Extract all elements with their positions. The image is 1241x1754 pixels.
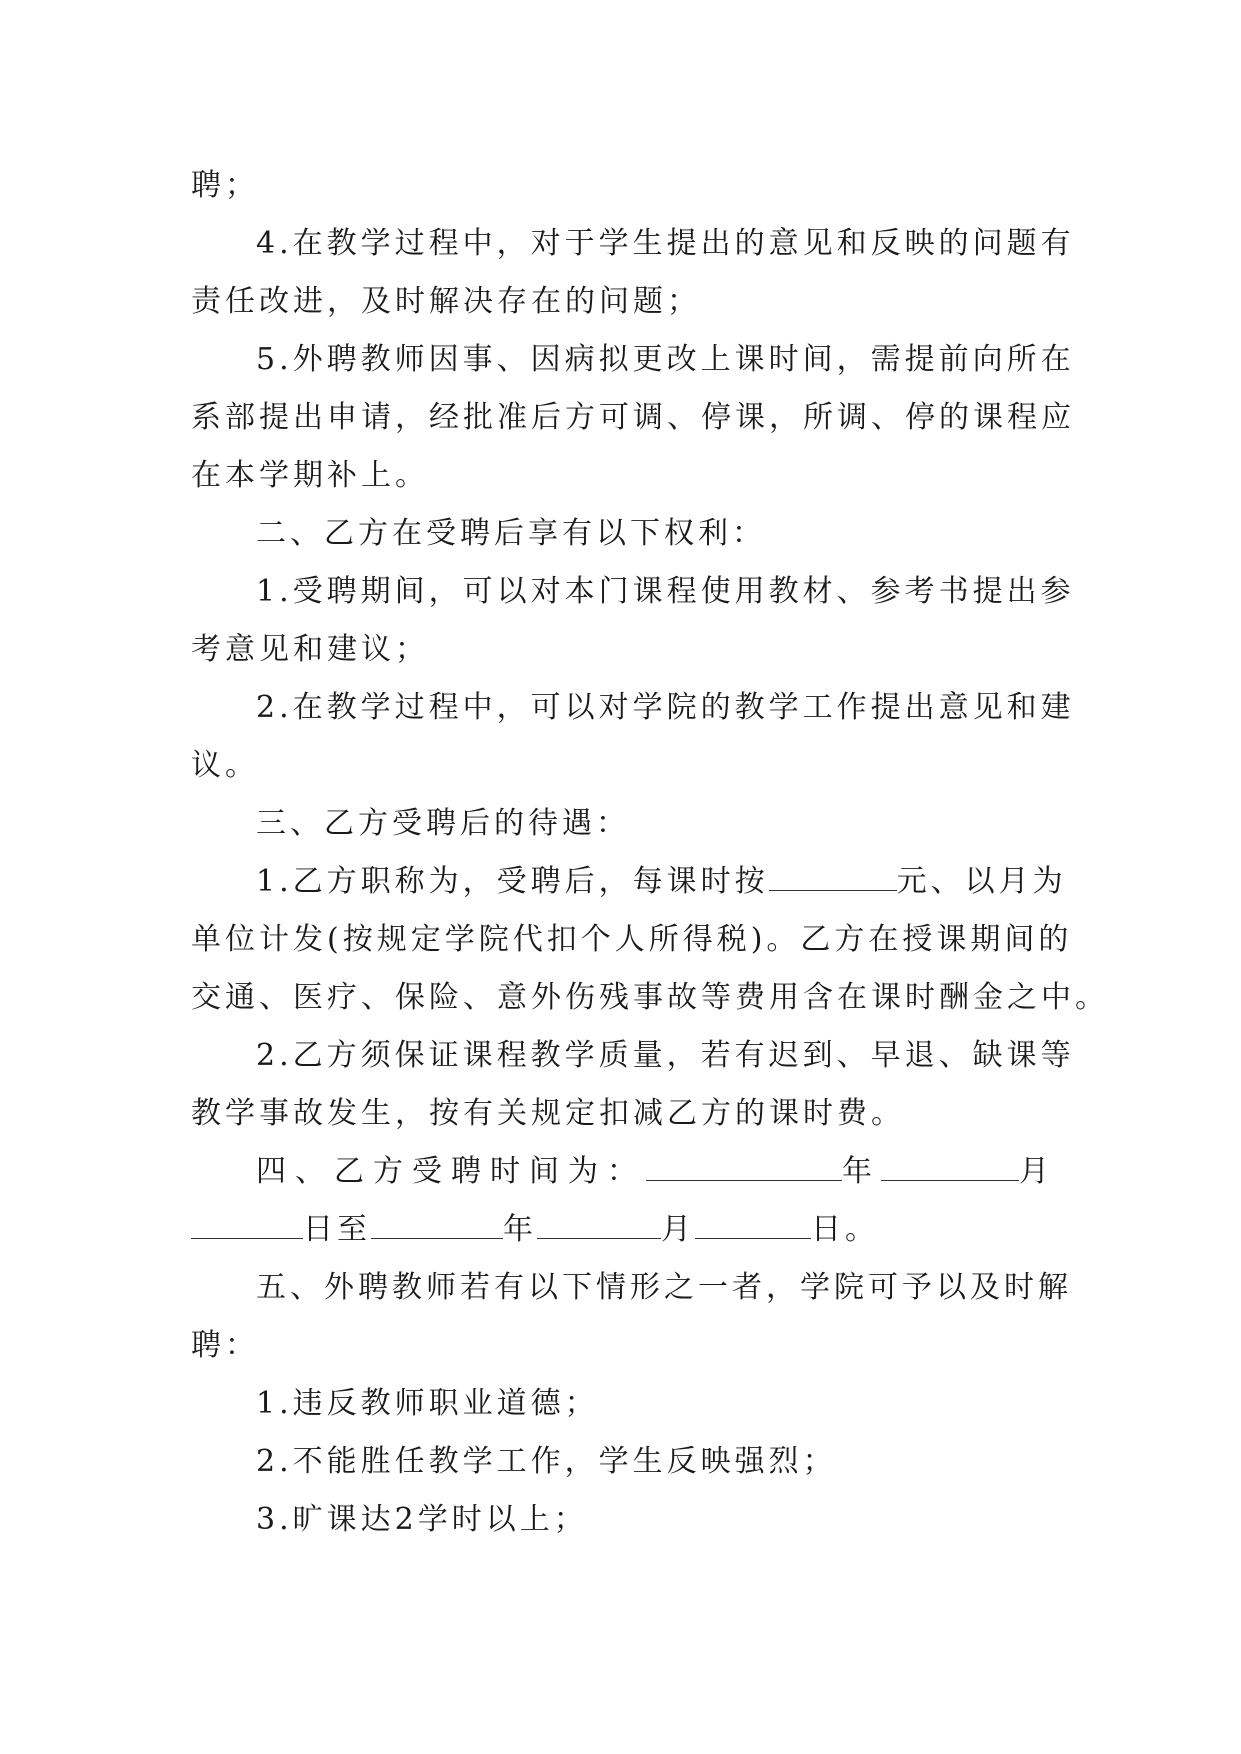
text-line: 4.在教学过程中，对于学生提出的意见和反映的问题有 — [256, 226, 1075, 261]
term-end-month-blank — [537, 1216, 661, 1239]
document-body — [191, 157, 1109, 1549]
term-day-end-label: 日。 — [811, 1212, 879, 1247]
term-year2-label: 年 — [503, 1212, 537, 1247]
text-line: 单位计发(按规定学院代扣个人所得税)。乙方在授课期间的 — [191, 922, 1073, 957]
text-line: 1.受聘期间，可以对本门课程使用教材、参考书提出参 — [256, 574, 1075, 609]
term-year-label: 年 — [842, 1154, 881, 1189]
text-line: 聘； — [191, 168, 259, 203]
list-item: 3.旷课达2学时以上； — [256, 1502, 588, 1537]
term-start-year-blank — [646, 1158, 842, 1181]
text-line: 5.外聘教师因事、因病拟更改上课时间，需提前向所在 — [256, 342, 1075, 377]
section-heading: 五、外聘教师若有以下情形之一者，学院可予以及时解 — [256, 1270, 1072, 1305]
text-line: 考意见和建议； — [191, 632, 429, 667]
term-line-continued — [191, 1201, 1053, 1259]
pay-rate-prefix: 1.乙方职称为，受聘后，每课时按 — [256, 864, 769, 899]
text-line: 议。 — [191, 748, 259, 783]
term-day-to-label: 日至 — [303, 1212, 371, 1247]
term-month-label: 月 — [1019, 1154, 1058, 1189]
pay-rate-blank — [769, 868, 897, 891]
text-line: 责任改进，及时解决存在的问题； — [191, 284, 701, 319]
text-line: 交通、医疗、保险、意外伤残事故等费用含在课时酬金之中。 — [191, 980, 1109, 1015]
text-line: 2.乙方须保证课程教学质量，若有迟到、早退、缺课等 — [256, 1038, 1075, 1073]
section-heading: 三、乙方受聘后的待遇： — [256, 806, 630, 841]
pay-rate-line — [191, 853, 1067, 911]
term-line — [191, 1143, 1058, 1201]
term-start-day-blank — [191, 1216, 303, 1239]
list-item: 1.违反教师职业道德； — [256, 1386, 599, 1421]
text-line: 2.在教学过程中，可以对学院的教学工作提出意见和建 — [256, 690, 1075, 725]
text-line: 在本学期补上。 — [191, 458, 429, 493]
term-start-month-blank — [881, 1158, 1019, 1181]
text-line: 聘： — [191, 1328, 259, 1363]
term-end-year-blank — [371, 1216, 503, 1239]
section-heading: 二、乙方在受聘后享有以下权利： — [256, 516, 766, 551]
term-month2-label: 月 — [661, 1212, 695, 1247]
pay-rate-suffix: 元、以月为 — [896, 864, 1067, 899]
list-item: 2.不能胜任教学工作，学生反映强烈； — [256, 1444, 837, 1479]
term-end-day-blank — [695, 1216, 811, 1239]
text-line: 系部提出申请，经批准后方可调、停课，所调、停的课程应 — [191, 400, 1075, 435]
term-label: 四、乙方受聘时间为： — [256, 1154, 646, 1189]
text-line: 教学事故发生，按有关规定扣减乙方的课时费。 — [191, 1096, 905, 1131]
